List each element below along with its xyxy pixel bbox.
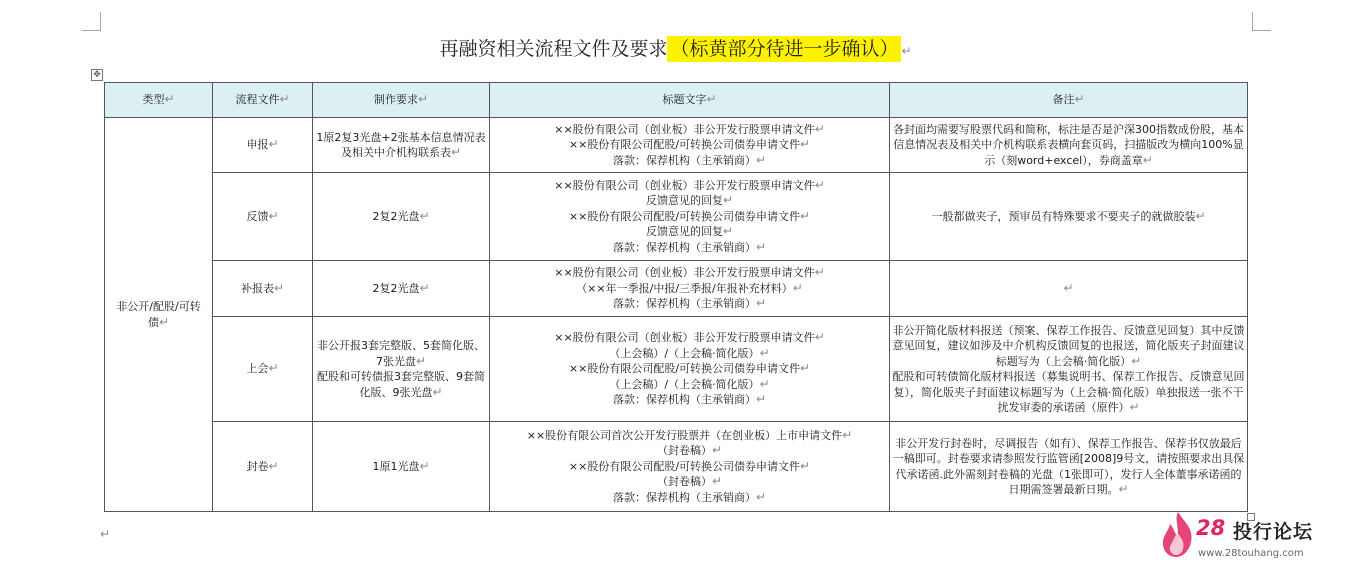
remark-cell-line: 非公开发行封卷时，尽调报告（如有）、保荐工作报告、保荐书仅放最后一稿即可。封卷要求请参照发行监管函[2008]9号文，请按照要求出具保代承诺函.此外需刻封卷稿的光盘（1张即可），发行人全体董事承诺函的日期需签署最新日期。↵: [892, 436, 1245, 496]
stage-cell: 申报↵: [213, 118, 313, 173]
title-text-cell-line: ××股份有限公司（创业板）非公开发行股票申请文件↵: [554, 121, 825, 136]
requirement-cell-line: 2复2光盘↵: [372, 280, 430, 295]
table-row: [105, 118, 1248, 173]
requirement-cell: [313, 422, 490, 512]
flame-icon: [1158, 510, 1198, 560]
title-text-cell-line: 落款：保荐机构（主承销商）↵: [612, 239, 767, 254]
page-corner-top-left: [82, 12, 101, 31]
title-text-cell-line: （封卷稿）↵: [656, 443, 723, 458]
watermark-number: 28: [1196, 516, 1226, 540]
requirement-cell: [313, 118, 490, 173]
title-text-cell-line: ××股份有限公司首次公开发行股票并（在创业板）上市申请文件↵: [526, 427, 853, 442]
title-text-cell: [490, 261, 890, 317]
title-text-cell-line: （××年一季报/中报/三季报/年报补充材料）↵: [576, 280, 803, 295]
stage-cell: 上会↵: [213, 317, 313, 422]
watermark-name: 投行论坛: [1233, 521, 1314, 543]
remark-cell-line: ↵: [1063, 280, 1074, 295]
remark-cell: [890, 118, 1248, 173]
stage-cell: 封卷↵: [213, 422, 313, 512]
type-cell: 非公开/配股/可转债↵: [105, 118, 213, 512]
table-move-handle-icon[interactable]: ✥: [91, 69, 103, 81]
requirement-cell: [313, 261, 490, 317]
header-type: 类型↵: [105, 83, 213, 118]
title-text-cell-line: ××股份有限公司配股/可转换公司债券申请文件↵: [568, 361, 811, 376]
header-requirements: 制作要求↵: [313, 83, 490, 118]
requirement-cell-line: 1原1光盘↵: [372, 458, 430, 473]
header-process-file: 流程文件↵: [213, 83, 313, 118]
table-row: [105, 422, 1248, 512]
title-highlight: （标黄部分待进一步确认）: [667, 36, 901, 62]
title-text-cell-line: （上会稿）/（上会稿·简化版）↵: [609, 376, 770, 391]
requirement-cell: [313, 317, 490, 422]
watermark-url: www.28touhang.com: [1198, 548, 1304, 559]
requirement-cell-line: 配股和可转债报3套完整版、9套简化版、9张光盘↵: [317, 370, 485, 399]
table-header-row: [105, 83, 1248, 118]
title-text-cell: [490, 422, 890, 512]
remark-cell-line: 一般都做夹子，预审员有特殊要求不要夹子的就做胶装↵: [931, 208, 1206, 223]
title-text-cell-line: ××股份有限公司（创业板）非公开发行股票申请文件↵: [554, 330, 825, 345]
requirement-cell-line: 2复2光盘↵: [372, 208, 430, 223]
paragraph-mark-end: ↵: [100, 527, 111, 541]
title-text-cell-line: 反馈意见的回复↵: [645, 193, 734, 208]
process-table: [104, 82, 1248, 512]
forum-watermark-logo: [1158, 510, 1348, 570]
stage-cell: 补报表↵: [213, 261, 313, 317]
title-text-cell-line: 落款：保荐机构（主承销商）↵: [612, 489, 767, 504]
title-text-cell-line: 落款：保荐机构（主承销商）↵: [612, 152, 767, 167]
title-text-cell: [490, 173, 890, 261]
remark-cell-line: 配股和可转债简化版材料报送（募集说明书、保荐工作报告、反馈意见回复），简化版夹子封面建议标题写为（上会稿·简化版）单独报送一张不干扰发审委的承诺函（原件）↵: [892, 370, 1245, 414]
title-text-cell: [490, 317, 890, 422]
title-text-cell-line: ××股份有限公司配股/可转换公司债券申请文件↵: [568, 458, 811, 473]
header-remarks: 备注↵: [890, 83, 1248, 118]
remark-cell: [890, 261, 1248, 317]
title-text-cell-line: 落款：保荐机构（主承销商）↵: [612, 392, 767, 407]
page-corner-top-right: [1252, 12, 1271, 31]
remark-cell-line: 非公开简化版材料报送（预案、保荐工作报告、反馈意见回复）其中反馈意见回复，建议如涉及中介机构反馈回复的也报送，简化版夹子封面建议标题写为（上会稿·简化版）↵: [892, 323, 1245, 368]
table-row: [105, 173, 1248, 261]
document-title: [0, 34, 1351, 66]
remark-cell: [890, 317, 1248, 422]
title-text-cell-line: 反馈意见的回复↵: [645, 224, 734, 239]
requirement-cell: [313, 173, 490, 261]
table-row: [105, 261, 1248, 317]
requirement-cell-line: 1原2复3光盘+2张基本信息情况表及相关中介机构联系表↵: [316, 130, 486, 159]
title-text-cell-line: ××股份有限公司（创业板）非公开发行股票申请文件↵: [554, 265, 825, 280]
paragraph-mark: ↵: [901, 44, 912, 58]
table-row: [105, 317, 1248, 422]
title-text: 再融资相关流程文件及要求: [439, 38, 668, 60]
remark-cell-line: 各封面均需要写股票代码和简称，标注是否是沪深300指数成份股，基本信息情况表及相关中介机构联系表横向套页码，扫描版改为横向100%显示（刻word+excel），券商盖章↵: [893, 122, 1244, 167]
stage-cell: 反馈↵: [213, 173, 313, 261]
remark-cell: [890, 173, 1248, 261]
header-title-text: 标题文字↵: [490, 83, 890, 118]
title-text-cell-line: （封卷稿）↵: [656, 474, 723, 489]
title-text-cell-line: ××股份有限公司（创业板）非公开发行股票申请文件↵: [554, 177, 825, 192]
requirement-cell-line: 非公开报3套完整版、5套简化版、7张光盘↵: [317, 339, 485, 368]
title-text-cell-line: ××股份有限公司配股/可转换公司债券申请文件↵: [568, 137, 811, 152]
title-text-cell-line: ××股份有限公司配股/可转换公司债券申请文件↵: [568, 208, 811, 223]
title-text-cell-line: 落款：保荐机构（主承销商）↵: [612, 296, 767, 311]
title-text-cell: [490, 118, 890, 173]
title-text-cell-line: （上会稿）/（上会稿·简化版）↵: [609, 345, 770, 360]
remark-cell: [890, 422, 1248, 512]
